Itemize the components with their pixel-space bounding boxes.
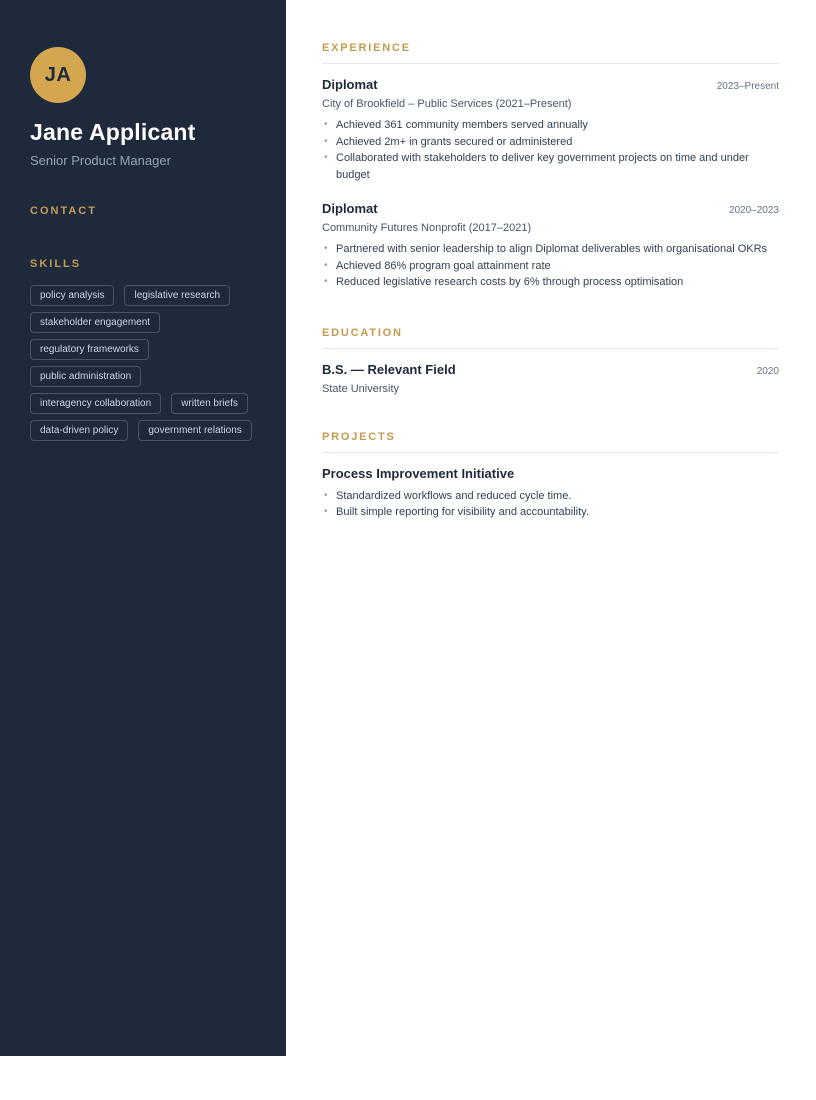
project-bullet: • Built simple reporting for visibility and accountability. — [322, 504, 779, 521]
degree-title: B.S. — Relevant Field — [322, 361, 456, 377]
job-bullet: • Achieved 86% program goal attainment rate — [322, 258, 779, 275]
skills-list — [30, 285, 256, 441]
projects-heading: PROJECTS — [322, 431, 779, 453]
project-bullet: • Standardized workflows and reduced cycle time. — [322, 488, 779, 505]
contact-section-heading: CONTACT — [30, 205, 97, 218]
skill-tag: policy analysis — [30, 285, 114, 306]
sidebar — [0, 0, 286, 1056]
entry-header — [322, 362, 779, 377]
entry-header — [322, 466, 779, 481]
job-bullet: • Achieved 2m+ in grants secured or administered — [322, 134, 779, 151]
skill-tag: regulatory frameworks — [30, 339, 149, 360]
job-bullet: • Reduced legislative research costs by 6% through process optimisation — [322, 274, 779, 291]
skill-tag: stakeholder engagement — [30, 312, 160, 333]
skill-tag: data-driven policy — [30, 420, 128, 441]
job-dates: 2023–Present — [716, 81, 779, 92]
job-bullets — [322, 241, 779, 291]
school-name: State University — [322, 382, 400, 395]
experience-section — [322, 42, 779, 291]
project-entry — [322, 466, 779, 521]
project-title: Process Improvement Initiative — [322, 465, 515, 481]
avatar-initials: JA — [44, 63, 72, 86]
skill-tag: written briefs — [171, 393, 248, 414]
job-title: Diplomat — [322, 77, 378, 92]
skills-section-heading: SKILLS — [30, 258, 82, 271]
job-company: Community Futures Nonprofit (2017–2021) — [322, 222, 532, 234]
person-name: Jane Applicant — [30, 119, 196, 145]
experience-entry — [322, 201, 779, 291]
job-bullet: • Achieved 361 community members served annually — [322, 117, 779, 134]
education-entry — [322, 362, 779, 395]
project-bullets — [322, 488, 779, 521]
person-job-title: Senior Product Manager — [30, 153, 171, 169]
experience-entry — [322, 77, 779, 183]
skill-tag: government relations — [138, 420, 251, 441]
avatar — [30, 47, 86, 103]
skill-tag: interagency collaboration — [30, 393, 161, 414]
job-bullet: • Partnered with senior leadership to align Diplomat deliverables with organisational OKRs — [322, 241, 779, 258]
degree-date: 2020 — [756, 365, 779, 377]
projects-section — [322, 431, 779, 521]
education-heading: EDUCATION — [322, 327, 779, 349]
job-dates: 2020–2023 — [728, 205, 779, 216]
experience-heading: EXPERIENCE — [322, 42, 779, 64]
skill-tag: public administration — [30, 366, 141, 387]
entry-header — [322, 77, 779, 92]
job-company: City of Brookfield – Public Services (2021–Present) — [322, 98, 572, 110]
education-section — [322, 327, 779, 395]
job-bullet: • Collaborated with stakeholders to deliver key government projects on time and under budget — [322, 150, 779, 183]
main-content — [286, 0, 816, 1056]
skill-tag: legislative research — [124, 285, 230, 306]
job-bullets — [322, 117, 779, 183]
entry-header — [322, 201, 779, 216]
job-title: Diplomat — [322, 201, 378, 216]
